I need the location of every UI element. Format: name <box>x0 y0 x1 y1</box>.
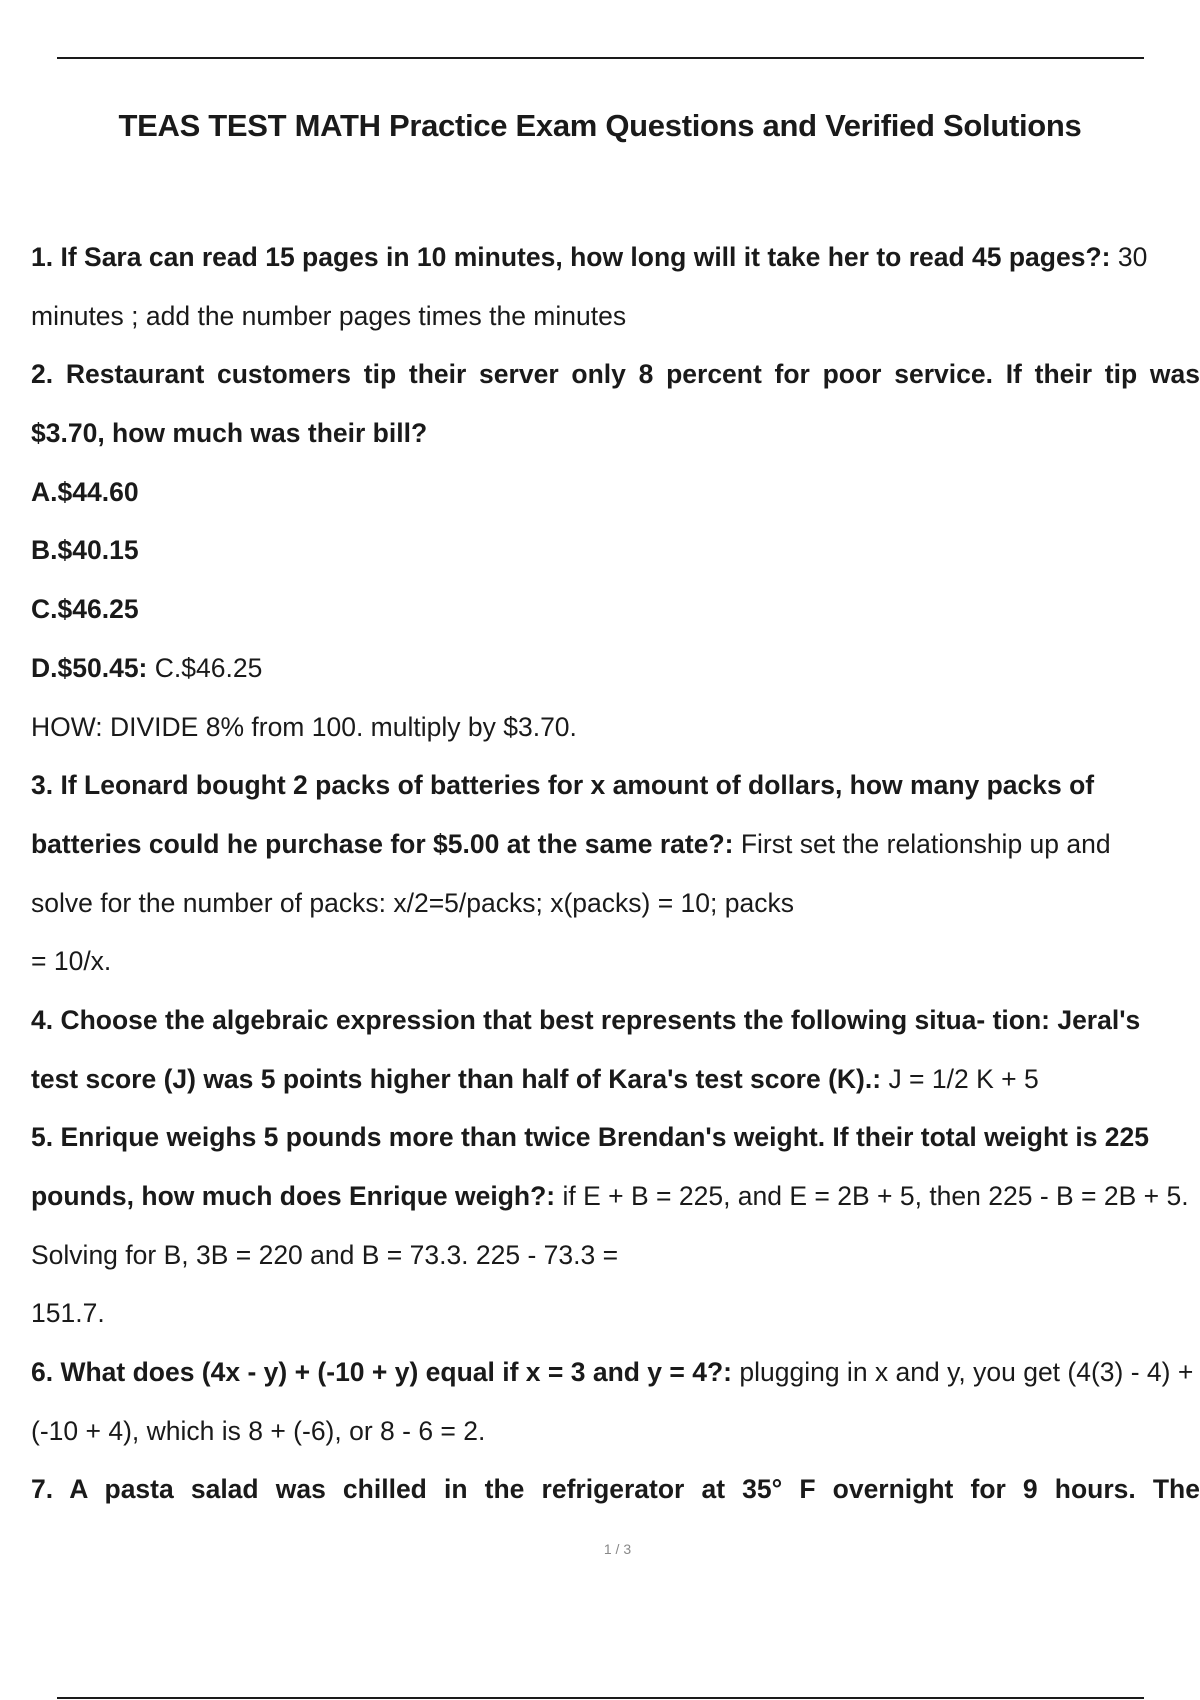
answer-text: solve for the number of packs: x/2=5/packs; x(packs) = 10; packs <box>31 887 794 918</box>
answer-text: if E + B = 225, and E = 2B + 5, then 225 - B = 2B + 5. <box>555 1181 1189 1211</box>
document-title: TEAS TEST MATH Practice Exam Questions and Verified Solutions <box>118 108 1082 143</box>
answer-text: 30 <box>1110 242 1148 272</box>
text-line <box>31 228 1200 287</box>
text-line <box>31 345 1200 404</box>
answer-text: 151.7. <box>31 1298 105 1329</box>
text-line <box>31 756 1200 815</box>
question-text: 1. If Sara can read 15 pages in 10 minutes, how long will it take her to read 45 pages?: <box>31 242 1111 272</box>
text-line <box>31 1226 1200 1285</box>
question-text: 2. Restaurant customers tip their server only 8 percent for poor service. If their tip was <box>31 359 1200 390</box>
answer-text: plugging in x and y, you get (4(3) - 4) + <box>732 1357 1194 1388</box>
text-line <box>31 932 1200 991</box>
question-text: C.$46.25 <box>31 594 139 625</box>
top-rule <box>57 57 1144 59</box>
question-text: batteries could he purchase for $5.00 at the same rate?: <box>31 828 734 859</box>
text-line <box>31 1050 1200 1109</box>
question-text: test score (J) was 5 points higher than half of Kara's test score (K).: <box>31 1063 882 1094</box>
text-line <box>31 404 1200 463</box>
bottom-rule <box>57 1697 1144 1699</box>
text-line <box>31 815 1200 874</box>
question-text: 6. What does (4x - y) + (-10 + y) equal if x = 3 and y = 4?: <box>31 1357 732 1388</box>
page-number: 1 / 3 <box>603 1541 632 1557</box>
answer-text: minutes ; add the number pages times the minutes <box>31 300 627 331</box>
answer-text: J = 1/2 K + 5 <box>881 1063 1039 1094</box>
answer-text: C.$46.25 <box>147 652 263 683</box>
question-text: $3.70, how much was their bill? <box>31 418 428 449</box>
text-line <box>31 287 1200 346</box>
text-line <box>31 1167 1200 1226</box>
answer-text: Solving for B, 3B = 220 and B = 73.3. 225 - 73.3 = <box>31 1239 619 1270</box>
text-line <box>31 1460 1200 1519</box>
text-line <box>31 639 1200 698</box>
answer-text: First set the relationship up and <box>733 828 1111 859</box>
text-line <box>31 1284 1200 1343</box>
text-line <box>31 991 1200 1050</box>
text-line <box>31 463 1200 522</box>
text-line <box>31 1402 1200 1461</box>
document-body <box>31 228 1200 1519</box>
answer-text: (-10 + 4), which is 8 + (-6), or 8 - 6 = 2. <box>31 1415 486 1446</box>
text-line <box>31 698 1200 757</box>
question-text: B.$40.15 <box>31 535 139 566</box>
text-line <box>31 1108 1200 1167</box>
answer-text: = 10/x. <box>31 946 112 977</box>
question-text: 5. Enrique weighs 5 pounds more than twice Brendan's weight. If their total weight is 225 <box>31 1122 1150 1153</box>
text-line <box>31 874 1200 933</box>
answer-text: HOW: DIVIDE 8% from 100. multiply by $3.70. <box>31 711 577 742</box>
question-text: 3. If Leonard bought 2 packs of batteries for x amount of dollars, how many packs of <box>31 770 1095 801</box>
question-text: pounds, how much does Enrique weigh?: <box>31 1181 556 1211</box>
question-text: 7. A pasta salad was chilled in the refrigerator at 35° F overnight for 9 hours. The <box>31 1474 1200 1505</box>
text-line <box>31 580 1200 639</box>
text-line <box>31 1343 1200 1402</box>
text-line <box>31 521 1200 580</box>
question-text: A.$44.60 <box>31 476 139 507</box>
question-text: D.$50.45: <box>31 652 148 683</box>
question-text: 4. Choose the algebraic expression that best represents the following situa- tion: Jeral's <box>31 1004 1141 1035</box>
